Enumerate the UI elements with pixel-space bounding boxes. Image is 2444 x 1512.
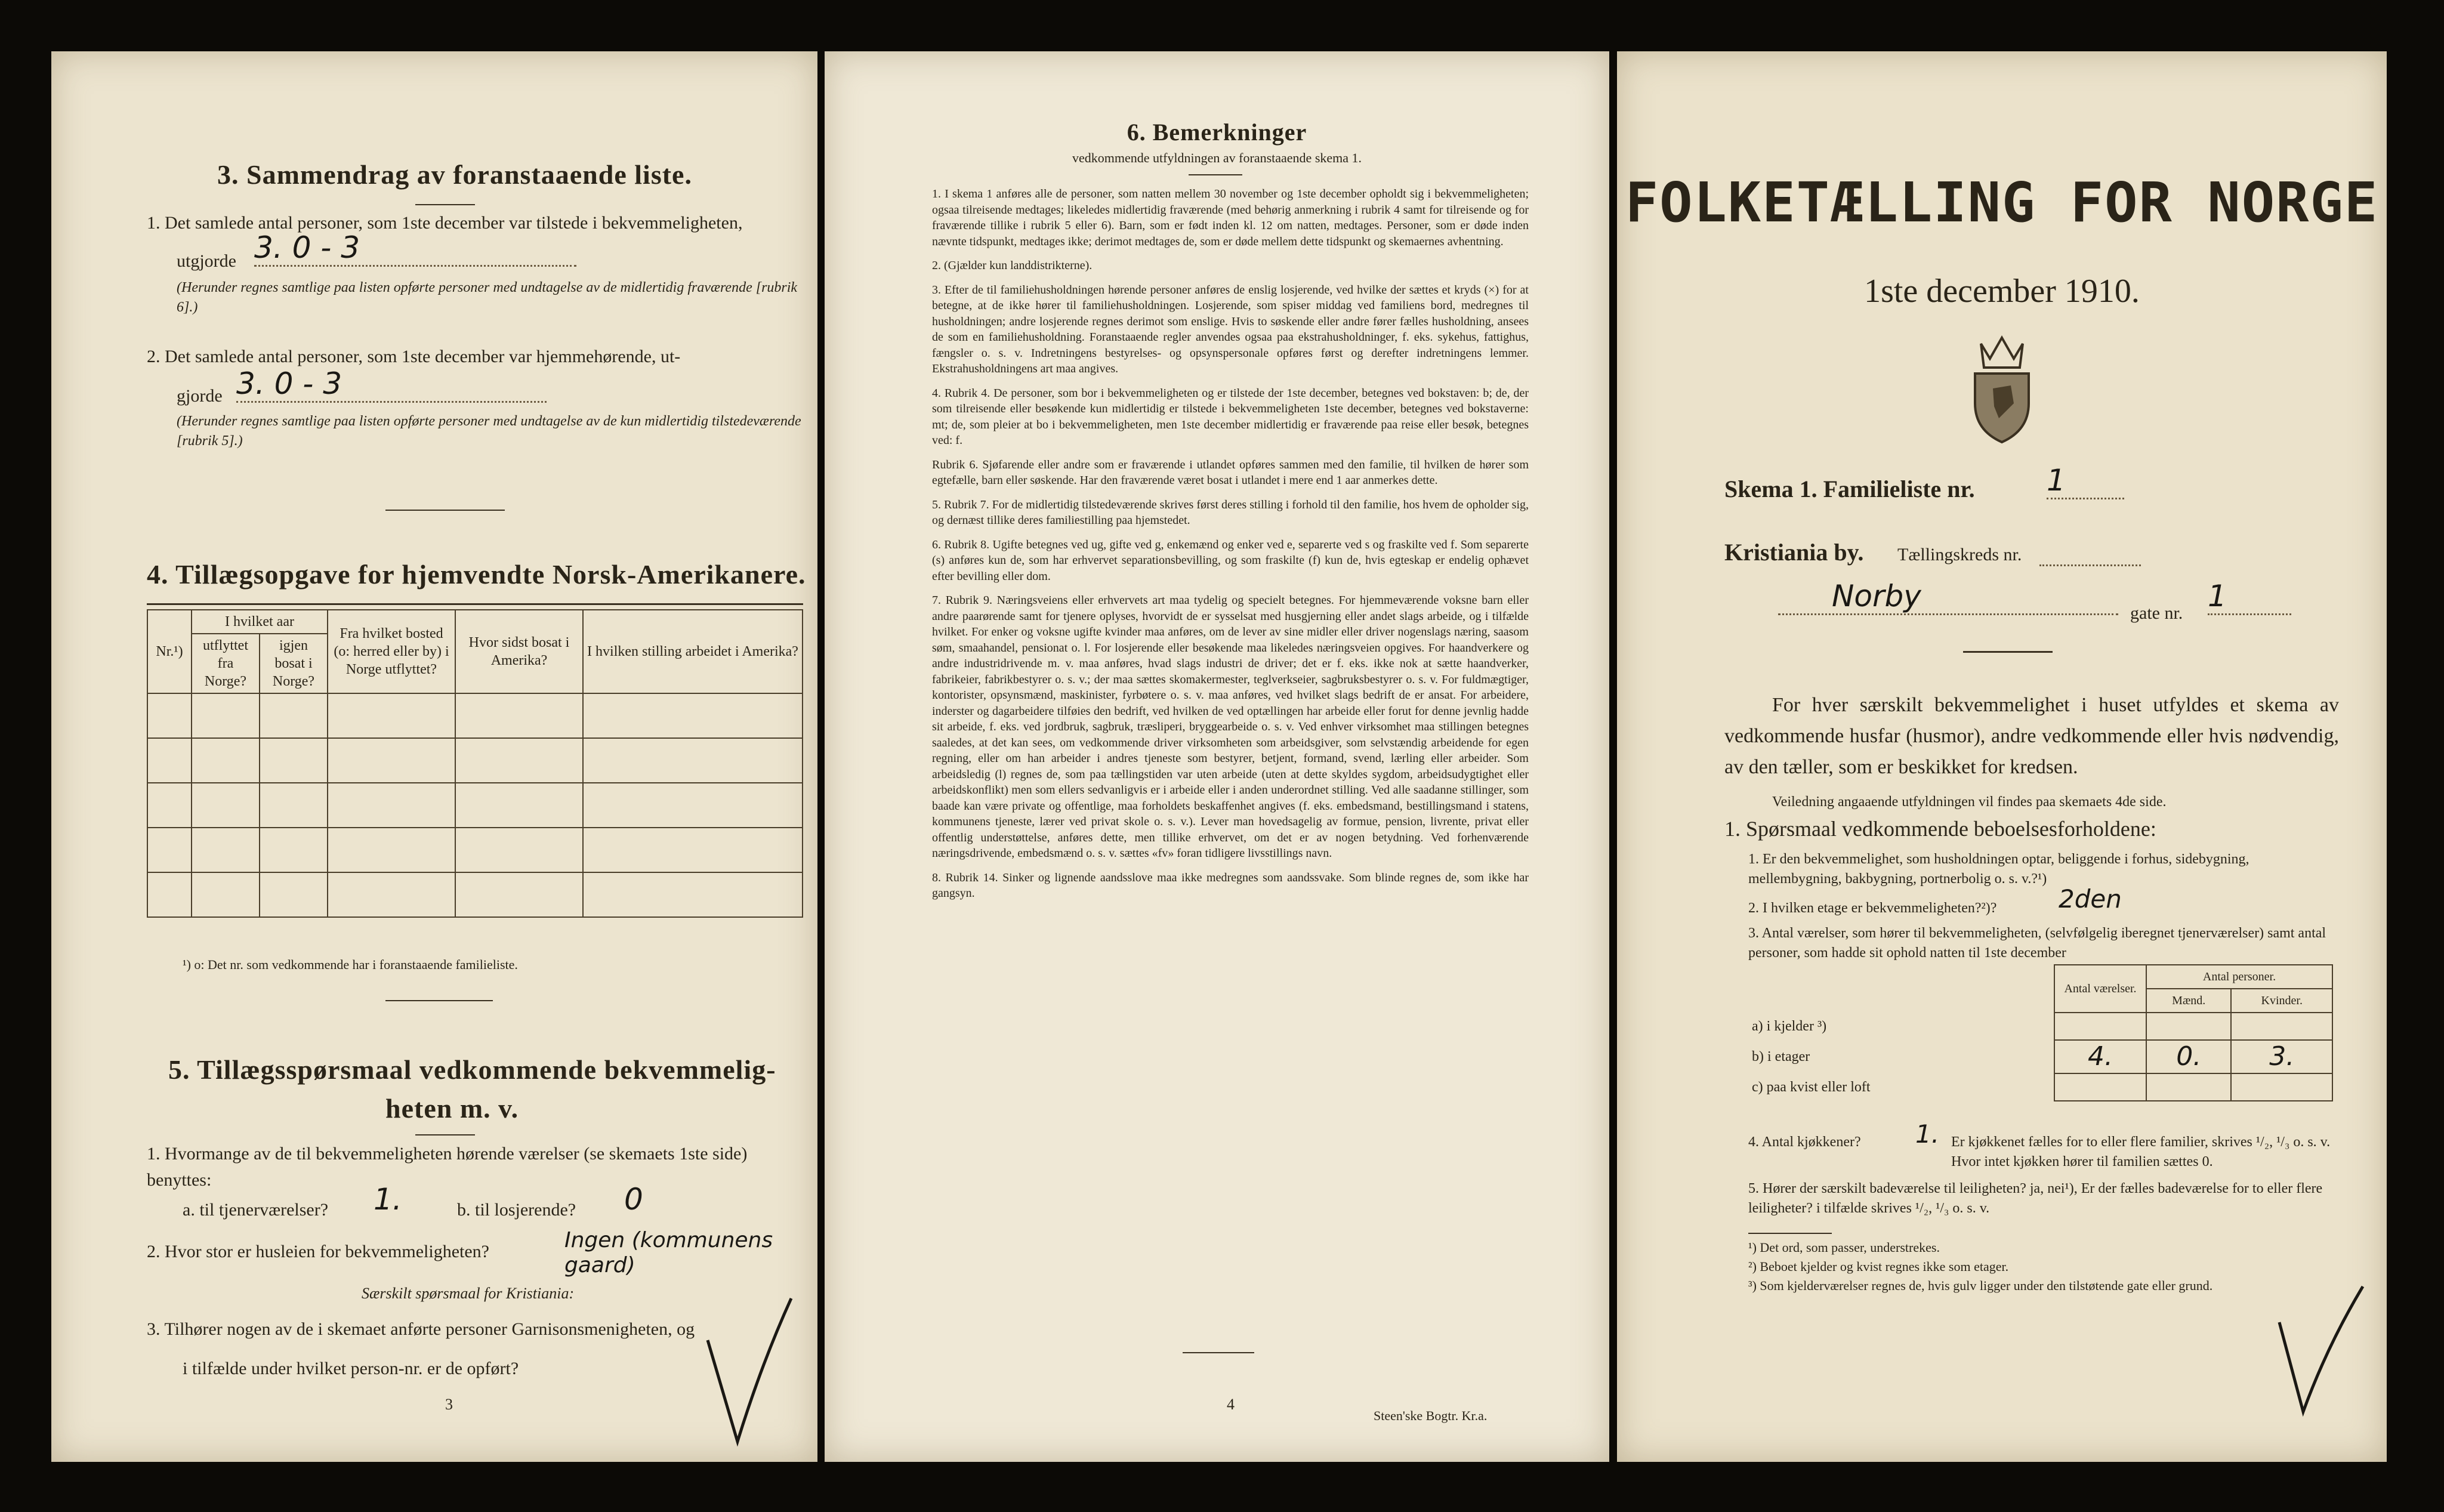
printer-mark: Steen'ske Bogtr. Kr.a.	[1374, 1408, 1488, 1423]
row-b-rooms: 4.	[2054, 1040, 2146, 1073]
section-5-title-2: heten m. v.	[385, 1093, 519, 1124]
col-persons: Antal personer.	[2146, 965, 2332, 989]
norsk-amerikanere-table	[147, 609, 803, 918]
guide-text: Veiledning angaaende utfyldningen vil findes paa skemaets 4de side.	[1772, 794, 2167, 810]
s5-q1a-value: 1.	[374, 1182, 402, 1217]
checkmark-stroke	[702, 1292, 797, 1454]
section-5-title-1: 5. Tillægsspørsmaal vedkommende bekvemmelig-	[168, 1054, 776, 1085]
col-rooms: Antal værelser.	[2054, 965, 2146, 1013]
rooms-persons-table	[1748, 964, 2333, 1101]
s5-q2: 2. Hvor stor er husleien for bekvemmeligheten?	[147, 1242, 489, 1261]
col-men: Mænd.	[2146, 989, 2231, 1013]
remarks-subtitle: vedkommende utfyldningen av foranstaaende skema 1.	[1072, 150, 1362, 165]
remark-5: 5. Rubrik 7. For de midlertidig tilstedeværende skrives først deres stilling i forhold til den familie, hos hvem de opholder sig, og dernæst tillike deres familiestilling paa hjemstedet.	[932, 498, 1529, 527]
page-number-3: 3	[445, 1396, 453, 1413]
remark-4b: Rubrik 6. Sjøfarende eller andre som er fraværende i utlandet opføres sammen med den familie, til hvilken de hører som egtefælle, barn eller søskende. Har den fraværende været bosat i utlandet i mere end 1 aar anmerkes dette.	[932, 458, 1529, 487]
table-row	[147, 783, 803, 828]
q4-value: 1.	[1915, 1119, 1940, 1149]
s3-q1-value: 3. 0 - 3	[254, 230, 576, 267]
q3-text: 3. Antal værelser, som hører til bekvemmeligheten, (selvfølgelig iberegnet tjenerværelser) samt antal personer, som hadde sit ophold natten til 1ste december	[1748, 925, 2326, 961]
s3-q2-text: 2. Det samlede antal personer, som 1ste december var hjemmehørende, ut-	[147, 347, 681, 366]
s3-q2-note: (Herunder regnes samtlige paa listen opførte personer med undtagelse av de kun midlertidig tilstedeværende [rubrik 5].)	[177, 414, 801, 449]
row-c-label: c) paa kvist eller loft	[1752, 1079, 1871, 1095]
s3-q1-prefix: utgjorde	[177, 251, 236, 271]
col-women: Kvinder.	[2231, 989, 2332, 1013]
section-4-title: 4. Tillægsopgave for hjemvendte Norsk-Amerikanere.	[147, 559, 806, 590]
col-where: Hvor sidst bosat i Amerika?	[455, 610, 583, 693]
city-label: Kristiania by.	[1724, 539, 1864, 566]
s5-q1: 1. Hvormange av de til bekvemmeligheten hørende værelser (se skemaets 1ste side) benyttes:	[147, 1144, 748, 1190]
s3-q1-text: 1. Det samlede antal personer, som 1ste december var tilstede i bekvemmeligheten,	[147, 213, 743, 233]
q4-rest: Er kjøkkenet fælles for to eller flere familier, skrives ¹/₂, ¹/₃ o. s. v. Hvor intet kjøkken hører til familien sættes 0.	[1951, 1134, 2331, 1170]
form-date: 1ste december 1910.	[1864, 273, 2140, 310]
row-a-label: a) i kjelder ³)	[1752, 1019, 1827, 1034]
remarks-list	[932, 186, 1529, 910]
street-value: Norby	[1778, 579, 2118, 615]
q2-text: 2. I hvilken etage er bekvemmeligheten?²)?	[1748, 900, 1997, 916]
col-group: I hvilket aar	[192, 610, 328, 634]
q1-text: 1. Er den bekvemmelighet, som husholdningen optar, beliggende i forhus, sidebygning, mellembygning, bakbygning, portnerbolig o. s. v.?¹)	[1748, 851, 2249, 887]
col-returned: igjen bosat i Norge?	[260, 634, 328, 693]
remark-8: 8. Rubrik 14. Sinker og lignende aandsslove maa ikke medregnes som aandssvake. Som blinde regnes de, som ikke har gangsyn.	[932, 871, 1529, 900]
gate-label: gate nr.	[2130, 603, 2183, 623]
checkmark-stroke	[2273, 1280, 2369, 1424]
s5-q1b: b. til losjerende?	[457, 1200, 576, 1220]
remarks-title: 6. Bemerkninger	[1127, 119, 1307, 146]
footnote-2: ²) Beboet kjelder og kvist regnes ikke som etager.	[1748, 1259, 2009, 1274]
remark-4: 4. Rubrik 4. De personer, som bor i bekvemmeligheten og er tilstede der 1ste december, betegnes ved bokstaven: b; de, der som tilreisende eller besøkende kun midlertidig er tilstede i bekvemmeligheten 1ste december, betegnes ved bokstaverne: mt; de, som pleier at bo i bekvemmeligheten, men 1ste december midlertidig er fraværende paa reise eller besøk, betegnes ved: f.	[932, 386, 1529, 447]
remark-3: 3. Efter de til familiehusholdningen hørende personer anføres de enslig losjerende, ved hvilke der sættes et kryds (×) for at betegne, at de ikke hører til familiehusholdningen. Losjerende, som spiser middag ved familiens bord, medregnes til husholdningen; andre losjerende regnes derimot som enslige. Hvis to søskende eller andre fører fælles husholdning, ansees de som en familiehusholdning. Foranstaaende regler anvendes ogsaa paa ekstrahusholdninger, f. eks. sykehus, fattighus, fængsler o. s. v. Indretningens bestyrelses- og opsynspersonale opføres først og derefter indretningens lemmer. Ekstrahusholdningens art maa angives.	[932, 283, 1529, 375]
form-title: FOLKETÆLLING FOR NORGE	[1625, 171, 2379, 234]
table-row	[147, 738, 803, 783]
s3-q2-value: 3. 0 - 3	[236, 366, 547, 403]
familieliste-nr: 1	[2047, 463, 2124, 499]
questions-title: 1. Spørsmaal vedkommende beboelsesforholdene:	[1724, 817, 2156, 841]
q2-value: 2den	[2059, 884, 2122, 914]
s5-q3-line1: 3. Tilhører nogen av de i skemaet anførte personer Garnisonsmenigheten, og	[147, 1319, 695, 1339]
table-row	[147, 872, 803, 917]
page-4	[825, 51, 1609, 1462]
s5-q3-line2: i tilfælde under hvilket person-nr. er de opført?	[183, 1359, 519, 1378]
remark-1: 1. I skema 1 anføres alle de personer, som natten mellem 30 november og 1ste december opholdt sig i bekvemmeligheten; ogsaa tilreisende medtages; likeledes midlertidig fraværende (med behørig anmerkning i rubrik 4 samt for tilreisende og for fraværende tillike i rubrik 5 eller 6). Barn, som er født inden kl. 12 om natten, medtages. Personer, som er døde inden nævnte tidspunkt, medtages ikke; derimot medtages de, som er døde mellem dette tidspunkt og skemaernes avhentning.	[932, 187, 1529, 248]
s5-q1b-value: 0	[624, 1182, 643, 1217]
s5-q1a: a. til tjenerværelser?	[183, 1200, 329, 1220]
table-footnote: ¹) o: Det nr. som vedkommende har i foranstaaende familieliste.	[183, 957, 518, 972]
s5-q2-value: Ingen (kommunens gaard)	[564, 1228, 773, 1278]
col-from: Fra hvilket bosted (o: herred eller by) i Norge utflyttet?	[328, 610, 455, 693]
ornament-divider	[1963, 651, 2053, 653]
table-row	[147, 828, 803, 872]
remark-6: 6. Rubrik 8. Ugifte betegnes ved ug, gifte ved g, enkemænd og enker ved e, separerte ved s og fraskilte ved f. Som separerte (s) anføres kun de, som har erhvervet separationsbevilling, og som fraskilte (f) kun de, hvis egteskap er endelig ophævet efter bevilling eller dom.	[932, 538, 1529, 583]
col-emigrated: utflyttet fra Norge?	[192, 634, 260, 693]
page-1	[1617, 51, 2387, 1462]
col-position: I hvilken stilling arbeidet i Amerika?	[583, 610, 803, 693]
q4-label: 4. Antal kjøkkener?	[1748, 1134, 1861, 1150]
table-row	[1748, 1040, 2332, 1073]
kreds-label: Tællingskreds nr.	[1897, 545, 2022, 564]
row-b-women: 3.	[2231, 1040, 2332, 1073]
section-3-title: 3. Sammendrag av foranstaaende liste.	[217, 159, 692, 190]
row-b-label: b) i etager	[1752, 1049, 1810, 1064]
remark-7: 7. Rubrik 9. Næringsveiens eller erhvervets art maa tydelig og specielt betegnes. For hjemmeværende voksne barn eller andre paarørende samt for tjenere oplyses, hvorvidt de er sysselsat med husgjerning eller andet slags arbeide, og i tilfælde hvilket. For enker og voksne ugifte kvinder maa anføres, om de lever av sine midler eller driver nogenslags næring, saasom søm, smaahandel, pensionat o. l. For losjerende eller besøkende maa likeledes næringsveien opgives. For haandverkere og andre industridrivende m. v. maa anføres, hvad slags industri de driver; det er f. eks. ikke nok at sætte haandverker, fabrikeier, fabrikbestyrer o. s. v.; der maa sættes skomakermester, teglverkseier, sagbruksbestyrer o. s. v. For fuldmægtiger, kontorister, opsynsmænd, maskinister, fyrbøtere o. s. v. maa anføres, ved hvilket slags bedrift de er ansat. For arbeidere, inderster og dagarbeidere tilføies den bedrift, ved hvilken de ved optællingen har arbeide eller forut for denne jevnlig hadde sit arbeide, f. eks. ved jordbruk, sagbruk, træsliperi, bryggearbeide o. s. v. Ved enhver virksomhet maa stillingen betegnes saaledes, at det kan sees, om vedkommende driver virksomheten som arbeidsgiver, som selvstændig arbeidende for egen regning, eller om han arbeider i andres tjeneste som bestyrer, betjent, formand, svend, lærling eller arbeider. Som arbeidsledig (l) regnes de, som paa tællingstiden var uten arbeide (uten at dette skyldes sygdom, arbeidsudygtighet eller arbeidskonflikt) men som ellers sedvanligvis er i arbeide eller i anden underordnet stilling. Ved alle saadanne stillinger, som baade kan være private og offentlige, maa forholdets beskaffenhet angives (f. eks. embedsmand, bestillingsmand i statens, kommunens tjeneste, lærer ved privat skole o. s. v.). Lever man hovedsagelig av formue, pension, livrente, privat eller offentlig understøttelse, anføres dette, men tillike erhvervet, om det er av nogen betydning. Ved forhenværende næringsdrivende, embedsmænd o. s. v. sættes «fv» foran tidligere livsstillings navn.	[932, 594, 1529, 860]
page-3	[51, 51, 817, 1462]
table-row	[1748, 1073, 2332, 1101]
footnote-3: ³) Som kjelderværelser regnes de, hvis gulv ligger under den tilstøtende gate eller grund.	[1748, 1278, 2213, 1293]
remark-2: 2. (Gjælder kun landdistrikterne).	[932, 259, 1093, 272]
intro-text: For hver særskilt bekvemmelighet i huset utfyldes et skema av vedkommende husfar (husmor), andre vedkommende eller hvis nødvendig, av den tæller, som er beskikket for kredsen.	[1724, 694, 2339, 778]
col-nr: Nr.¹)	[147, 610, 192, 693]
footnote-1: ¹) Det ord, som passer, understrekes.	[1748, 1240, 1940, 1255]
s3-q1-note: (Herunder regnes samtlige paa listen opførte personer med undtagelse av de midlertidig fraværende [rubrik 6].)	[177, 280, 798, 315]
gate-nr: 1	[2208, 579, 2291, 615]
table-row	[1748, 1013, 2332, 1040]
row-b-men: 0.	[2146, 1040, 2231, 1073]
s5-special: Særskilt spørsmaal for Kristiania:	[362, 1285, 575, 1302]
s3-q2-prefix: gjorde	[177, 386, 223, 406]
table-row	[147, 693, 803, 738]
page-number-4: 4	[1227, 1396, 1235, 1413]
coat-of-arms-icon	[1957, 332, 2047, 445]
skema-label: Skema 1. Familieliste nr.	[1724, 476, 1975, 502]
q5-text: 5. Hører der særskilt badeværelse til leiligheten? ja, nei¹), Er der fælles badeværelse for to eller flere leiligheter? i tilfælde skrives ¹/₂, ¹/₃ o. s. v.	[1748, 1181, 2323, 1216]
